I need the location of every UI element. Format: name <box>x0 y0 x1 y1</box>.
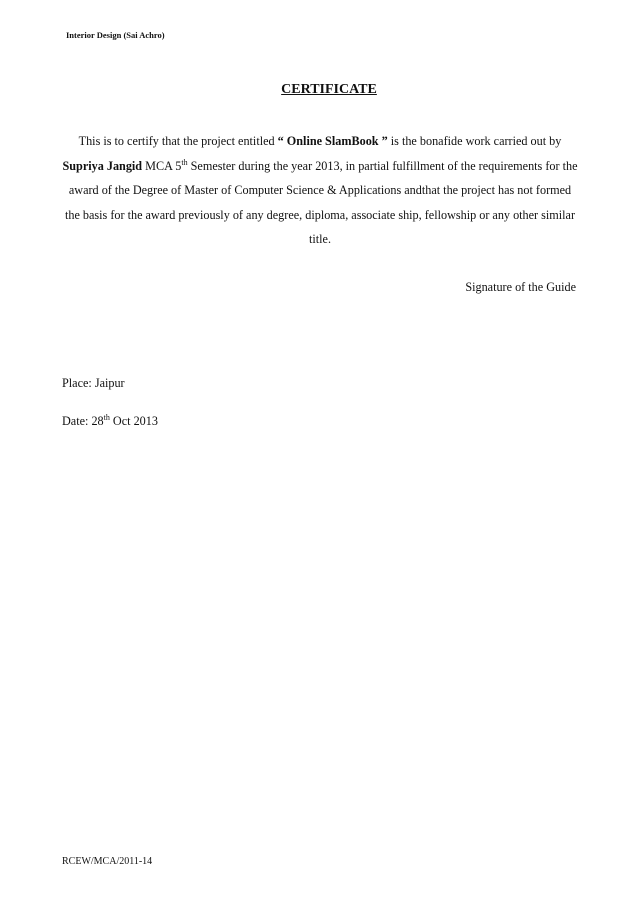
date-suffix: Oct 2013 <box>109 414 158 428</box>
body-intro: This is to certify that the project entitled <box>78 134 278 148</box>
certificate-body <box>60 129 580 252</box>
footer-code: RCEW/MCA/2011-14 <box>62 856 153 867</box>
date-superscript: th <box>103 412 110 422</box>
signature-label: Signature of the Guide <box>465 280 576 294</box>
place-line: Place: Jaipur <box>62 376 125 390</box>
student-name: Supriya Jangid <box>62 158 143 173</box>
certificate-title: CERTIFICATE <box>281 82 377 97</box>
course-text: MCA 5 <box>142 158 182 173</box>
date-prefix: Date: 28 <box>62 414 104 428</box>
date-line <box>62 414 158 429</box>
header-note: Interior Design (Sai Achro) <box>66 30 165 40</box>
body-after-project: is the bonafide work carried out by <box>387 134 562 148</box>
certificate-title-row <box>0 80 638 98</box>
project-name: “ Online SlamBook ” <box>277 134 388 148</box>
course-superscript: th <box>181 157 188 167</box>
body-after-course: Semester during the year 2013, in partial fulfillment of the requirements for the award of the Degree of Master of Computer Science & Applications andthat the project has not formed the basis for the award previously of any degree, diploma, associate ship, fellowship or any other similar title. <box>64 158 578 246</box>
